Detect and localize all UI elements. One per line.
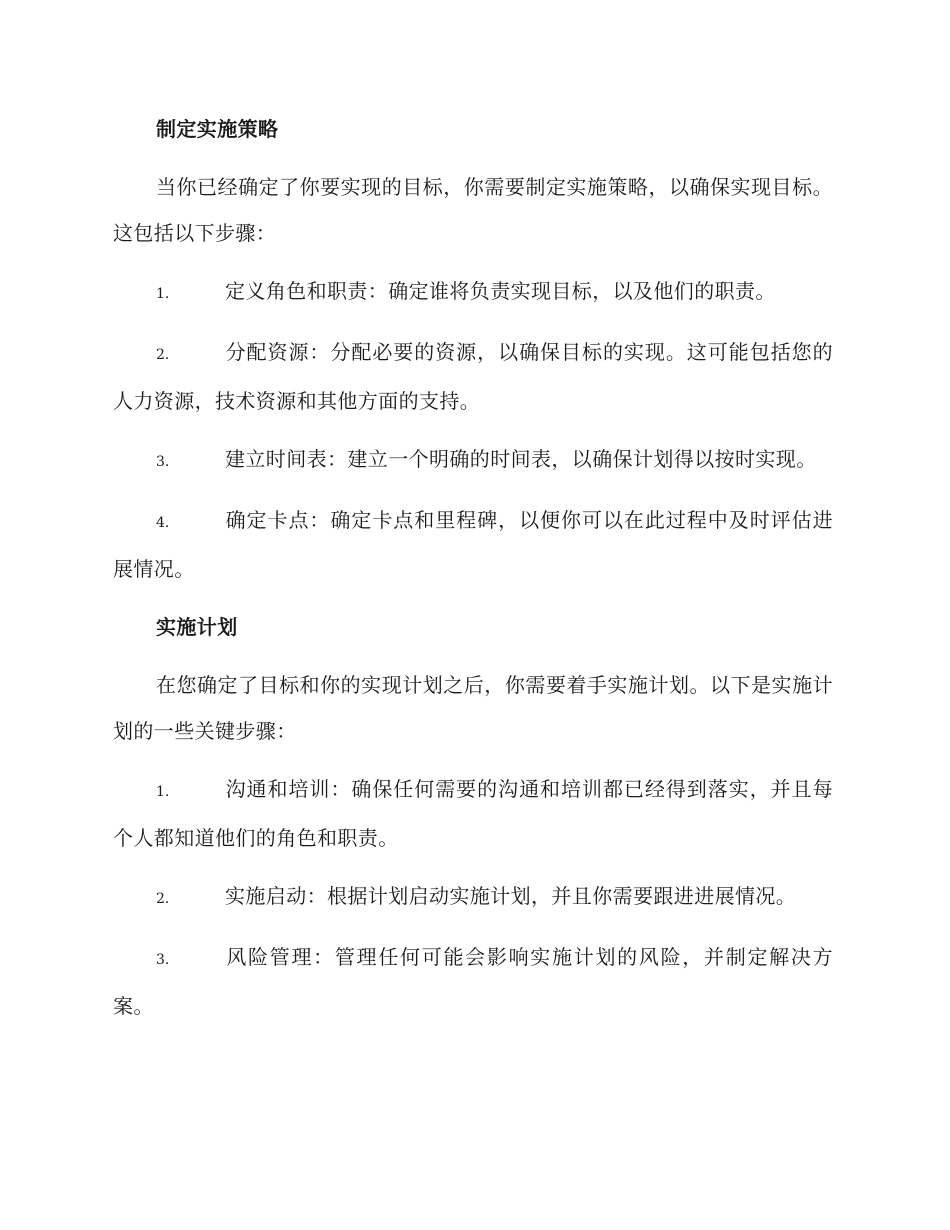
- section-heading-implementation: 实施计划: [156, 615, 238, 639]
- list-item-number: 1.: [156, 286, 170, 302]
- list-item-text: 风险管理：管理任何可能会影响实施计划的风险，并制定解决方案。: [113, 945, 833, 1018]
- section-heading-strategy: 制定实施策略: [156, 117, 279, 141]
- list-item-text: 建立时间表：建立一个明确的时间表，以确保计划得以按时实现。: [225, 447, 817, 471]
- list-item-text: 沟通和培训：确保任何需要的沟通和培训都已经得到落实，并且每个人都知道他们的角色和职责。: [113, 777, 833, 850]
- list-item-number: 2.: [156, 347, 170, 363]
- list-item-text: 实施启动：根据计划启动实施计划，并且你需要跟进进展情况。: [225, 884, 797, 908]
- section-intro-implementation: 在您确定了目标和你的实现计划之后，你需要着手实施计划。以下是实施计划的一些关键步骤：: [113, 673, 833, 743]
- list-item-number: 2.: [156, 891, 170, 907]
- list-item: [113, 766, 833, 861]
- section-intro-strategy: 当你已经确定了你要实现的目标，你需要制定实施策略，以确保实现目标。这包括以下步骤：: [113, 175, 833, 245]
- list-item-number: 1.: [156, 784, 170, 800]
- list-item: [113, 436, 833, 485]
- list-item: [113, 497, 833, 592]
- document-body: [113, 106, 833, 1041]
- list-item-number: 4.: [156, 515, 170, 531]
- list-item: [113, 934, 833, 1029]
- list-item: [113, 873, 833, 922]
- list-item-text: 确定卡点：确定卡点和里程碑，以便你可以在此过程中及时评估进展情况。: [113, 508, 833, 581]
- list-item-text: 分配资源：分配必要的资源，以确保目标的实现。这可能包括您的人力资源，技术资源和其他方面的支持。: [113, 340, 833, 413]
- list-item-text: 定义角色和职责：确定谁将负责实现目标，以及他们的职责。: [225, 279, 776, 303]
- list-item-number: 3.: [156, 952, 170, 968]
- list-item: [113, 329, 833, 424]
- list-item: [113, 268, 833, 317]
- list-item-number: 3.: [156, 454, 170, 470]
